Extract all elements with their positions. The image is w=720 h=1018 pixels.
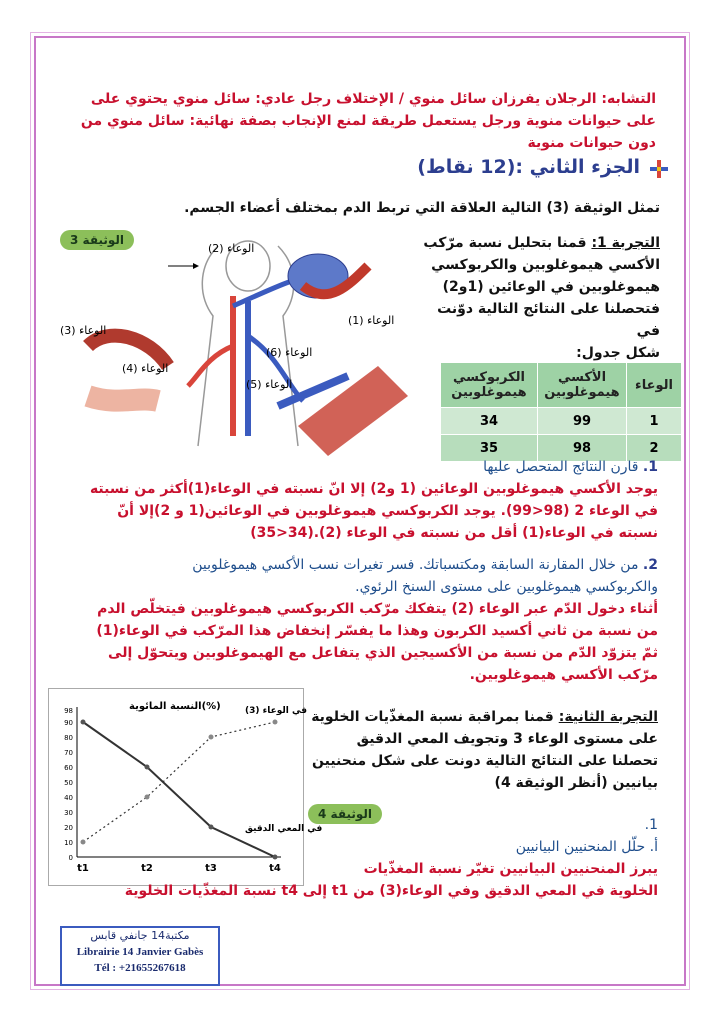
question-2-text-2: والكربوكسي هيموغلوبين على مستوى السنخ الرئوي. [355,579,658,595]
chart-y-tick: 10 [64,839,73,847]
experiment-2-line-1: قمنا بمراقبة نسبة المغذّيات الخلوية [311,709,559,725]
library-stamp [60,926,220,986]
section-title: الجزء الثاني :(12 نقاط) [417,156,640,178]
document-3-figure [48,226,428,454]
table-cell: 1 [627,408,682,435]
experiment-1-line-5: شكل جدول: [576,345,660,361]
document-3-tag: الوثيقة 3 [60,230,134,250]
question-3-number: 1. [644,817,658,833]
stamp-line-3: Tél : +21655267618 [94,962,186,974]
label-vessel-5: الوعاء (5) [246,378,293,391]
section-bullet-icon [650,160,668,178]
chart-point [81,720,86,725]
chart-x-tick: t2 [141,863,153,874]
chart-y-tick: 60 [64,764,73,772]
chart-point [145,795,150,800]
table-cell: 2 [627,435,682,462]
experiment-1-line-4: فتحصلنا على النتائج التالية دوّنت في [437,301,660,339]
intro-line: تمثل الوثيقة (3) التالية العلاقة التي تربط الدم بمختلف أعضاء الجسم. [184,200,660,216]
experiment-1-line-3: هيموغلوبين في الوعائين (1و2) [442,279,660,295]
answer-2-line-2: من نسبة من ثاني أكسيد الكربون وهذا ما يفسّر إنخفاض هذا المرّكب في الوعاء(1) [96,623,658,639]
chart-point [273,720,278,725]
chart-series-label: في المعي الدقيق [245,824,323,834]
question-2-number: 2. [642,557,658,573]
question-2-text-1: من خلال المقارنة السابقة ومكتسباتك. فسر تغيرات نسب الأكسي هيموغلوبين [192,557,639,573]
label-vessel-6: الوعاء (6) [266,346,313,359]
label-vessel-2: الوعاء (2) [208,242,255,255]
answer-1-line-3: نسبته في الوعاء(1) أقل من نسبته في الوعاء (2).(34<35) [250,525,658,541]
experiment-1-line-1: قمنا بتحليل نسبة مرّكب [423,235,592,251]
chart-y-tick: 20 [64,824,73,832]
table-header: الأكسي هيموغلوبين [538,363,627,408]
experiment-1-line-2: الأكسي هيموغلوبين والكربوكسي [431,257,660,273]
stamp-line-1: مكتبة14 جانفي قابس [90,929,190,942]
experiment-2 [308,706,658,794]
table-cell: 98 [538,435,627,462]
experiment-1-title: التجربة 1: [591,235,660,251]
experiment-2-title: التجربة الثانية: [558,709,658,725]
table-cell: 35 [441,435,538,462]
answer-3-line-2: الخلوية في المعي الدقيق وفي الوعاء(3) من t1 إلى t4 نسبة المغذّيات الخلوية [124,883,658,899]
question-1 [58,456,658,544]
chart-y-tick: 0 [68,854,73,862]
intro-line-3: دون حيوانات منوية [527,135,656,151]
answer-3-line-1: يبرز المنحنيين البيانيين تغيّر نسبة المغذّيات [363,861,658,877]
table-header: الكربوكسي هيموغلوبين [441,363,538,408]
chart-x-tick: t4 [269,863,281,874]
chart-y-tick: 80 [64,734,73,742]
chart-y-tick: 30 [64,809,73,817]
chart-y-tick: 50 [64,779,73,787]
table-cell: 99 [538,408,627,435]
chart-y-tick: 98 [64,707,73,715]
chart-point [145,765,150,770]
intro-line-1: التشابه: الرجلان يفرزان سائل منوي / الإختلاف رجل عادي: سائل منوي يحتوي على [90,91,656,107]
circulation-diagram [48,226,428,454]
table-cell: 34 [441,408,538,435]
experiment-1 [420,232,660,364]
answer-1-line-2: في الوعاء 2 (98<99). يوجد الكربوكسي هيموغلوبين في الوعائين(1 و 2)إلا أنّ [117,503,658,519]
chart-series-label: في الوعاء (3) [245,706,308,716]
label-vessel-1: الوعاء (1) [348,314,395,327]
chart-x-tick: t3 [205,863,217,874]
label-vessel-3: الوعاء (3) [60,324,107,337]
chart-y-tick: 40 [64,794,73,802]
question-3-text: حلّل المنحنيين البيانيين [515,839,646,855]
answer-2-line-3: ثمّ يتزوّد الدّم من نسبة من الأكسيجين الذي يتفاعل مع الهيموغلوبين ويتحوّل إلى [108,645,658,661]
intro-answer [36,88,656,154]
table-row [441,408,682,435]
chart-point [209,735,214,740]
experiment-2-line-4: بيانيين (أنظر الوثيقة 4) [494,775,658,791]
document-4-tag: الوثيقة 4 [308,804,382,824]
answer-1-line-1: يوجد الأكسي هيموغلوبين الوعائين (1 و2) إلا انّ نسبته في الوعاء(1)أكثر من نسبته [89,481,658,497]
experiment-2-line-2: على مستوى الوعاء 3 وتجويف المعي الدقيق [356,731,658,747]
question-1-text: قارن النتائج المتحصل عليها [483,459,639,475]
answer-2-line-1: أثناء دخول الدّم عبر الوعاء (2) يتفكك مرّكب الكربوكسي هيموغلوبين فيتخلّص الدم [97,601,658,617]
chart-y-tick: 90 [64,719,73,727]
chart-x-tick: t1 [77,863,89,874]
intro-line-2: على حيوانات منوية ورجل يستعمل طريقة لمنع الإنجاب بصفة نهائية: سائل منوي من [80,113,656,129]
label-vessel-4: الوعاء (4) [122,362,169,375]
experiment-2-line-3: تحصلنا على النتائج التالية دونت على شكل منحنيين [312,753,658,769]
question-2 [58,554,658,686]
results-table [440,362,682,462]
question-3-sub: أ. [649,839,658,855]
table-header: الوعاء [627,363,682,408]
chart-y-tick: 70 [64,749,73,757]
chart-point [81,840,86,845]
question-1-number: 1. [642,459,658,475]
chart-y-label: النسبة المائوية(%) [129,701,221,712]
table-header-row [441,363,682,408]
answer-2-line-4: مرّكب الأكسي هيموغلوبين. [469,667,658,683]
stamp-line-2: Librairie 14 Janvier Gabès [76,946,204,958]
question-3 [118,814,658,902]
